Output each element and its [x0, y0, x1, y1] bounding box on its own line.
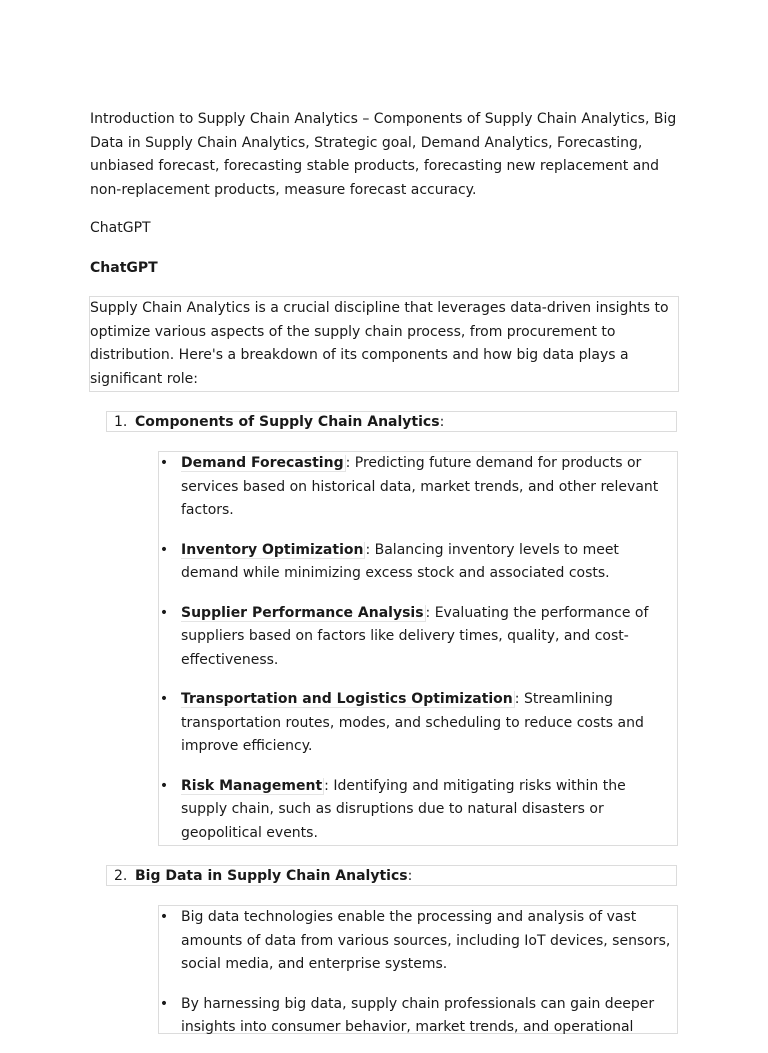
intro-paragraph: Introduction to Supply Chain Analytics – Components of Supply Chain Analytics, Big Data in Supply Chain Analytics, Strategic goal, Demand Analytics, Forecasting, unbiased forecast, forecasting stable products, forecasting new replacement and non-replacement products, measure forecast accuracy.	[90, 111, 677, 198]
list-item-term: Inventory Optimization	[181, 541, 364, 558]
list-item	[159, 688, 673, 759]
section-title: Big Data in Supply Chain Analytics	[135, 868, 408, 884]
section-number: 2.	[114, 868, 128, 884]
list-item	[159, 539, 673, 586]
bullet-icon: •	[159, 995, 169, 1012]
bullet-icon: •	[159, 604, 169, 621]
components-bullet-list	[158, 451, 678, 846]
list-item	[159, 906, 673, 977]
bullet-icon: •	[159, 541, 169, 558]
list-item-text: : Predicting future demand for products or services based on historical data, market trends, and other relevant factors.	[181, 455, 659, 518]
list-item	[159, 602, 673, 673]
list-item-term: Demand Forecasting	[181, 455, 344, 471]
bullet-icon: •	[159, 691, 169, 707]
summary-text: Supply Chain Analytics is a crucial discipline that leverages data-driven insights to optimize various aspects of the supply chain process, from procurement to distribution. Here's a breakdown of its components and how big data plays a significant role:	[90, 300, 669, 387]
list-item-text: : Identifying and mitigating risks within the supply chain, such as disruptions due to natural disasters or geopolitical events.	[181, 777, 626, 841]
document-page	[90, 108, 680, 1053]
list-item-term: Risk Management	[181, 777, 323, 794]
section-suffix: :	[439, 414, 445, 430]
section-title: Components of Supply Chain Analytics	[135, 414, 440, 430]
list-item	[159, 775, 673, 846]
list-item-text: Big data technologies enable the processing and analysis of vast amounts of data from various sources, including IoT devices, sensors, social media, and enterprise systems.	[181, 909, 671, 972]
chatgpt-heading: ChatGPT	[90, 259, 158, 276]
section-number: 1.	[114, 414, 128, 430]
section-heading-components	[106, 411, 677, 432]
list-item-text: By harnessing big data, supply chain professionals can gain deeper insights into consumer behavior, market trends, and operational	[181, 995, 655, 1035]
list-item	[159, 993, 673, 1040]
list-item-text: : Streamlining transportation routes, modes, and scheduling to reduce costs and improve efficiency.	[181, 691, 644, 754]
summary-paragraph	[89, 296, 679, 392]
bullet-icon: •	[159, 777, 169, 794]
bullet-icon: •	[159, 909, 169, 925]
section-heading-big-data	[106, 865, 677, 886]
list-item-term: Transportation and Logistics Optimization	[181, 691, 513, 707]
list-item-text: : Evaluating the performance of suppliers based on factors like delivery times, quality, and cost-effectiveness.	[181, 604, 649, 668]
section-suffix: :	[407, 868, 413, 884]
list-item-term: Supplier Performance Analysis	[181, 604, 424, 621]
list-item-text: : Balancing inventory levels to meet demand while minimizing excess stock and associated costs.	[181, 541, 619, 581]
chatgpt-label: ChatGPT	[90, 220, 151, 236]
bullet-icon: •	[159, 455, 169, 471]
big-data-bullet-list	[158, 905, 678, 1034]
list-item	[159, 452, 673, 523]
